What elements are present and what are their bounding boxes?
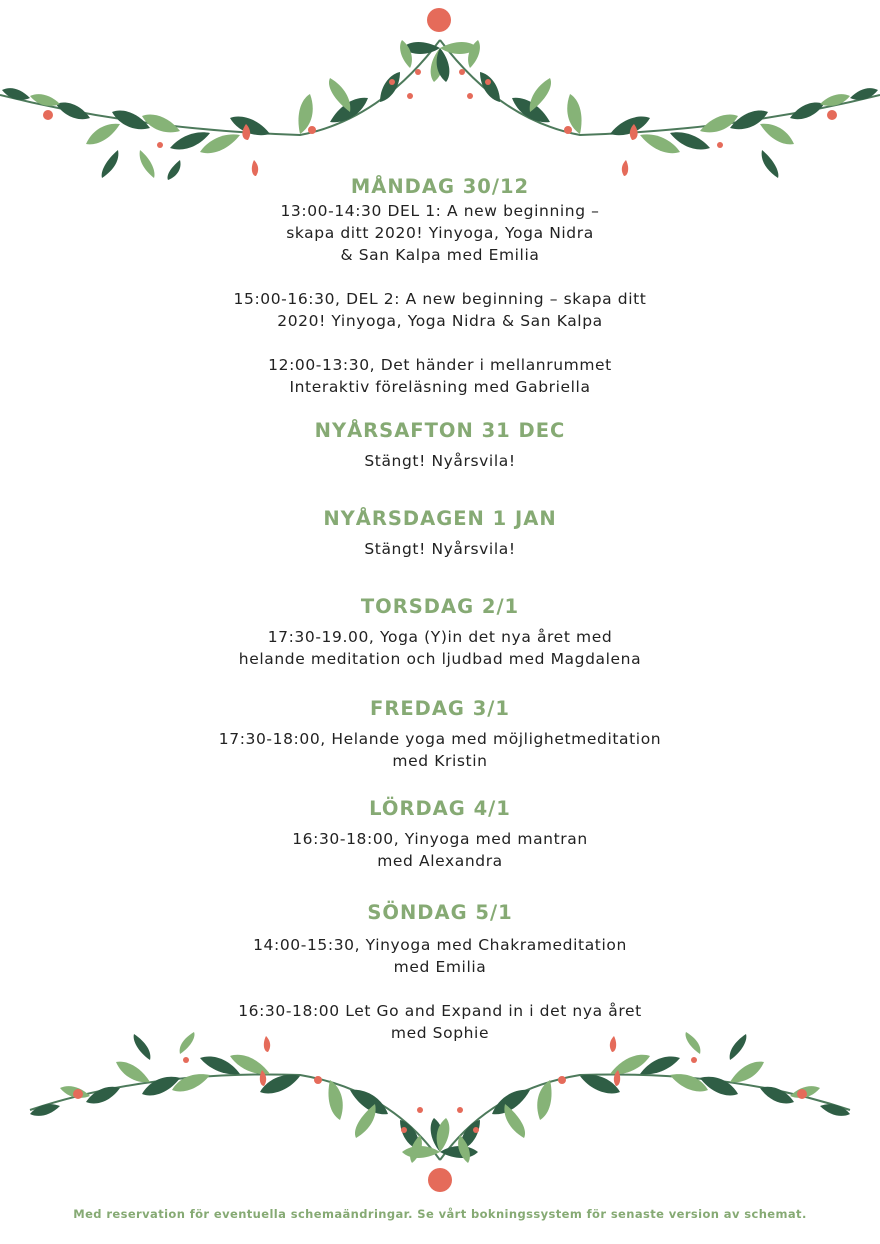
footer-disclaimer: Med reservation för eventuella schemaändringar. Se vårt bokningssystem för senaste version av schemat. [73,1207,807,1221]
garland-top-decoration [0,0,880,180]
day-heading-lordag: LÖRDAG 4/1 [369,797,511,820]
event-line: & San Kalpa med Emilia [340,246,540,264]
day-heading-torsdag: TORSDAG 2/1 [360,595,520,618]
day-heading-sondag: SÖNDAG 5/1 [367,901,513,924]
event-line: skapa ditt 2020! Yinyoga, Yoga Nidra [286,224,594,242]
day-heading-nyarsafton: NYÅRSAFTON 31 DEC [314,419,566,442]
event-line: 16:30-18:00, Yinyoga med mantran [292,830,588,848]
schedule-content [0,172,880,1044]
event-line: Stängt! Nyårsvila! [364,452,516,470]
event-line: Stängt! Nyårsvila! [364,540,516,558]
event-line: 15:00-16:30, DEL 2: A new beginning – skapa ditt [233,290,647,308]
event-line: helande meditation och ljudbad med Magdalena [238,650,642,668]
leaf-garland-icon [30,1032,850,1192]
event-line: 12:00-13:30, Det händer i mellanrummet [268,356,612,374]
event-line: 14:00-15:30, Yinyoga med Chakrameditation [253,936,627,954]
garland-bottom-decoration [0,1030,880,1200]
event-line: 17:30-18:00, Helande yoga med möjlighetmeditation [218,730,662,748]
day-heading-mandag: MÅNDAG 30/12 [350,175,530,198]
event-line: med Alexandra [377,852,503,870]
day-heading-fredag: FREDAG 3/1 [370,697,510,720]
event-line: med Kristin [392,752,488,770]
event-line: 17:30-19.00, Yoga (Y)in det nya året med [267,628,613,646]
event-line: Interaktiv föreläsning med Gabriella [289,378,591,396]
event-line: 13:00-14:30 DEL 1: A new beginning – [280,202,600,220]
leaf-garland-icon [0,8,880,180]
day-heading-nyarsdagen: NYÅRSDAGEN 1 JAN [323,507,557,530]
event-line: med Emilia [393,958,487,976]
event-line: 16:30-18:00 Let Go and Expand in i det nya året [238,1002,642,1020]
event-line: 2020! Yinyoga, Yoga Nidra & San Kalpa [277,312,603,330]
event-line: med Sophie [390,1024,490,1042]
